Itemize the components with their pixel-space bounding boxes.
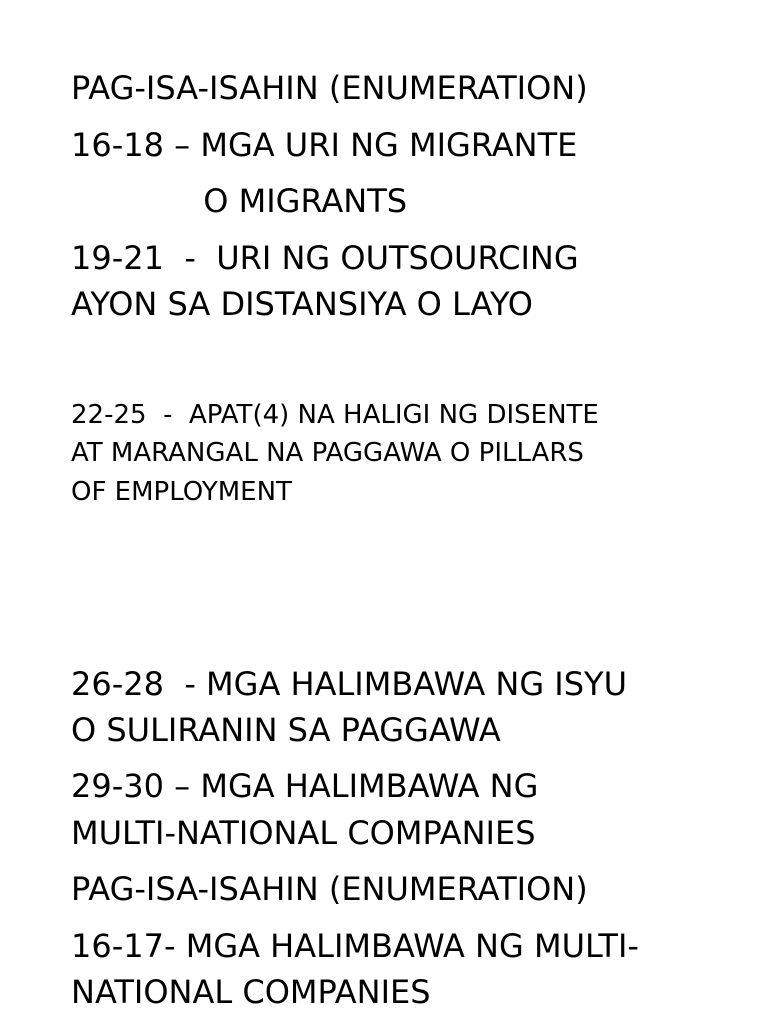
item-29-30-line-1: 29-30 – MGA HALIMBAWA NG [71,767,539,805]
item-22-25-line-2: AT MARANGAL NA PAGGAWA O PILLARS [71,438,584,468]
item-16-17-line-2: NATIONAL COMPANIES [71,973,431,1011]
item-29-30-line-2: MULTI-NATIONAL COMPANIES [71,814,536,852]
enumeration-heading-2: PAG-ISA-ISAHIN (ENUMERATION) [71,870,588,908]
enumeration-heading-1: PAG-ISA-ISAHIN (ENUMERATION) [71,69,588,107]
item-22-25-line-1: 22-25 - APAT(4) NA HALIGI NG DISENTE [71,400,599,430]
item-26-28-line-2: O SULIRANIN SA PAGGAWA [71,711,501,749]
item-16-18-line-1: 16-18 – MGA URI NG MIGRANTE [71,126,578,164]
item-16-17-line-1: 16-17- MGA HALIMBAWA NG MULTI- [71,927,639,965]
item-19-21-line-2: AYON SA DISTANSIYA O LAYO [71,285,533,323]
item-22-25-line-3: OF EMPLOYMENT [71,477,292,507]
item-19-21-line-1: 19-21 - URI NG OUTSOURCING [71,239,579,277]
item-26-28-line-1: 26-28 - MGA HALIMBAWA NG ISYU [71,665,628,703]
item-16-18-line-2: O MIGRANTS [71,182,408,220]
